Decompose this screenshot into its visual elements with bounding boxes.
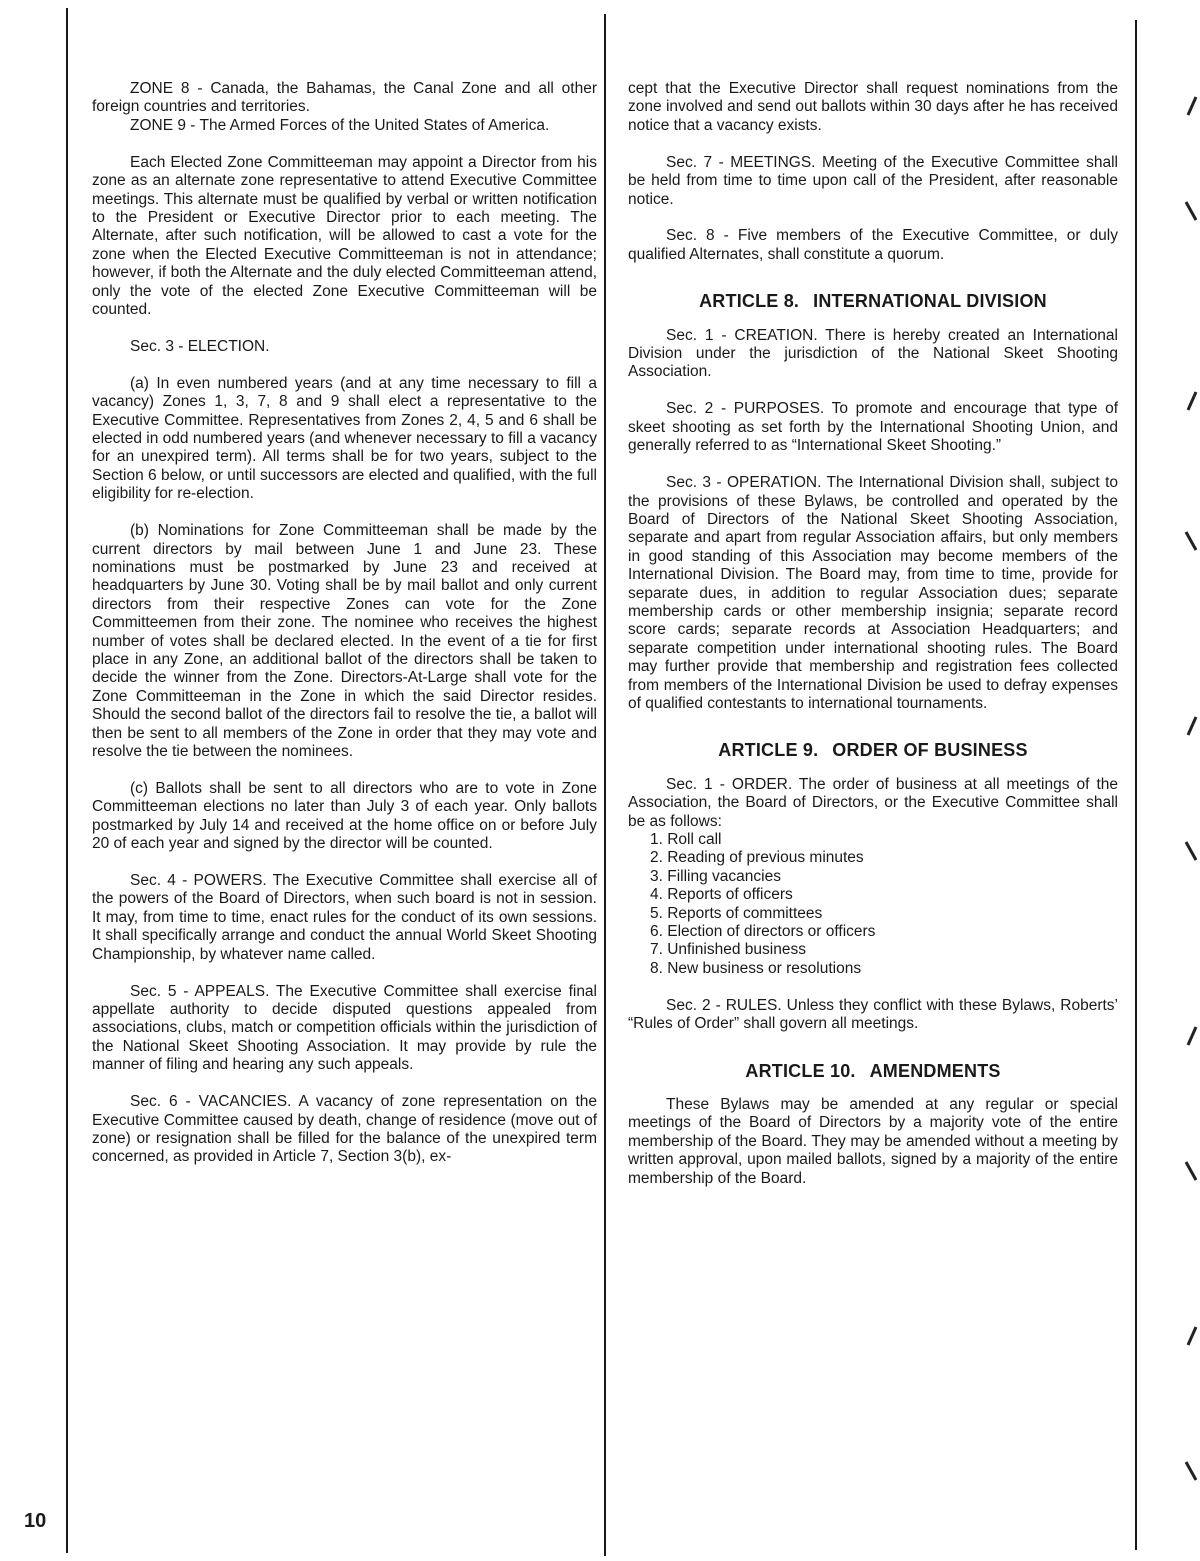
article-9-heading <box>628 741 1118 759</box>
left-margin-rule <box>66 8 68 1553</box>
sec-7-meetings: Sec. 7 - MEETINGS. Meeting of the Executive Committee shall be held from time to time upon call of the President, after reasonable notice. <box>628 153 1118 208</box>
list-item: 8. New business or resolutions <box>650 959 862 977</box>
binding-mark <box>1184 715 1198 737</box>
binding-mark <box>1184 1025 1198 1047</box>
article-9-sec-2-rules: Sec. 2 - RULES. Unless they conflict with these Bylaws, Roberts’ “Rules of Order” shall govern all meetings. <box>628 996 1118 1033</box>
list-item: 6. Election of directors or officers <box>650 923 876 941</box>
article-10-amendments-text: These Bylaws may be amended at any regular or special meetings of the Board of Directors by a majority vote of the entire membership of the Board. They may be amended without a meeting by written approval, upon mailed ballots, signed by a majority of the entire membership of the Board. <box>628 1095 1118 1187</box>
binding-mark <box>1184 1460 1198 1482</box>
sec-3-paragraph-c: (c) Ballots shall be sent to all directors who are to vote in Zone Committeeman elections no later than July 3 of each year. Only ballots postmarked by July 14 and received at the home office on or before July 20 of each year and signed by the director will be counted. <box>92 779 597 853</box>
list-item: 4. Reports of officers <box>650 886 793 904</box>
binding-mark <box>1184 95 1198 117</box>
binding-mark <box>1184 1325 1198 1347</box>
article-9-title: ORDER OF BUSINESS <box>832 740 1028 761</box>
list-item: 5. Reports of committees <box>650 904 823 922</box>
right-column <box>628 80 1118 1207</box>
article-8-sec-1-creation: Sec. 1 - CREATION. There is hereby created an International Division under the jurisdiction of the National Skeet Shooting Association. <box>628 326 1118 381</box>
binding-mark <box>1184 200 1198 222</box>
article-8-title: INTERNATIONAL DIVISION <box>813 291 1047 312</box>
center-column-rule <box>604 14 606 1556</box>
list-item: 7. Unfinished business <box>650 941 806 959</box>
article-8-heading <box>628 292 1118 310</box>
article-8-sec-3-operation: Sec. 3 - OPERATION. The International Division shall, subject to the provisions of these Bylaws, be controlled and operated by the Board of Directors of the National Skeet Shooting Association, separate and apart from regular Association affairs, but only members in good standing of this Association may become members of the International Division. The Board may, from time to time, provide for separate dues, in addition to regular Association dues; separate membership cards or other membership insignia; separate record score cards; separate records at Association Headquarters; and separate competition under international shooting rules. The Board may further provide that membership and registration fees collected from members of the International Division be used to defray expenses of qualified contestants to international tournaments. <box>628 474 1118 712</box>
binding-mark <box>1184 530 1198 552</box>
binding-mark <box>1184 1160 1198 1182</box>
article-9-number: ARTICLE 9. <box>718 740 819 761</box>
sec-3-election-heading: Sec. 3 - ELECTION. <box>130 337 270 355</box>
article-10-number: ARTICLE 10. <box>745 1060 856 1081</box>
article-8-number: ARTICLE 8. <box>699 291 800 312</box>
sec-5-appeals: Sec. 5 - APPEALS. The Executive Committee shall exercise final appellate authority to decide disputed questions appealed from associations, clubs, match or competition officials within the jurisdiction of the National Skeet Shooting Association. It may provide by rule the manner of filing and hearing any such appeals. <box>92 982 597 1074</box>
zone-9-definition: ZONE 9 - The Armed Forces of the United States of America. <box>130 116 550 134</box>
list-item: 3. Filling vacancies <box>650 867 781 885</box>
list-item: 2. Reading of previous minutes <box>650 849 864 867</box>
alternate-representative-paragraph: Each Elected Zone Committeeman may appoint a Director from his zone as an alternate zone representative to attend Executive Committee meetings. This alternate must be qualified by verbal or written notification to the President or Executive Director prior to each meeting. The Alternate, after such notification, will be allowed to cast a vote for the zone when the Elected Executive Committeeman is not in attendance; however, if both the Alternate and the duly elected Committeeman attend, only the vote of the elected Zone Executive Committeeman will be counted. <box>92 153 597 318</box>
sec-3-paragraph-a: (a) In even numbered years (and at any time necessary to fill a vacancy) Zones 1, 3, 7, 8 and 9 shall elect a representative to the Executive Committee. Representatives from Zones 2, 4, 5 and 6 shall be elected in odd numbered years (and whenever necessary to fill a vacancy for an unexpired term). All terms shall be for two years, subject to the Section 6 below, or until successors are elected and qualified, with the full eligibility for re-election. <box>92 374 597 503</box>
article-10-heading <box>628 1062 1118 1080</box>
zone-8-definition: ZONE 8 - Canada, the Bahamas, the Canal Zone and all other foreign countries and territories. <box>92 80 597 116</box>
sec-4-powers: Sec. 4 - POWERS. The Executive Committee shall exercise all of the powers of the Board of Directors, when such board is not in session. It may, from time to time, enact rules for the conduct of its own sessions. It shall specifically arrange and conduct the annual World Skeet Shooting Championship, by whatever name called. <box>92 872 597 963</box>
list-item: 1. Roll call <box>650 831 722 848</box>
article-9-sec-1-order: Sec. 1 - ORDER. The order of business at all meetings of the Association, the Board of Directors, or the Executive Committee shall be as follows: <box>628 775 1118 830</box>
article-8-sec-2-purposes: Sec. 2 - PURPOSES. To promote and encourage that type of skeet shooting as set forth by the International Shooting Union, and generally referred to as “International Skeet Shooting.” <box>628 400 1118 455</box>
sec-8-quorum: Sec. 8 - Five members of the Executive Committee, or duly qualified Alternates, shall constitute a quorum. <box>628 227 1118 263</box>
right-margin-rule <box>1135 20 1137 1550</box>
sec-6-continuation: cept that the Executive Director shall request nominations from the zone involved and send out ballots within 30 days after he has received notice that a vacancy exists. <box>628 80 1118 134</box>
sec-6-vacancies: Sec. 6 - VACANCIES. A vacancy of zone representation on the Executive Committee caused by death, change of residence (move out of zone) or resignation shall be filled for the balance of the unexpired term concerned, as provided in Article 7, Section 3(b), ex- <box>92 1093 597 1166</box>
order-of-business-list <box>628 831 1118 978</box>
page-number: 10 <box>24 1510 47 1532</box>
sec-3-paragraph-b: (b) Nominations for Zone Committeeman shall be made by the current directors by mail between June 1 and June 23. These nominations must be postmarked by June 23 and received at headquarters by June 30. Voting shall be by mail ballot and only current directors from their respective Zones can vote for the Zone Committeemen from their zone. The nominee who receives the highest number of votes shall be declared elected. In the event of a tie for first place in any Zone, an additional ballot of the directors shall be taken to decide the winner from the Zone. Directors-At-Large shall vote for the Zone Committeeman in the Zone in which the said Director resides. Should the second ballot of the directors fail to resolve the tie, a ballot will then be sent to all members of the Zone in order that they may vote and resolve the tie between the nominees. <box>92 522 597 760</box>
article-10-title: AMENDMENTS <box>869 1060 1001 1081</box>
binding-mark <box>1184 840 1198 862</box>
binding-mark <box>1184 390 1198 412</box>
left-column <box>92 80 597 1185</box>
